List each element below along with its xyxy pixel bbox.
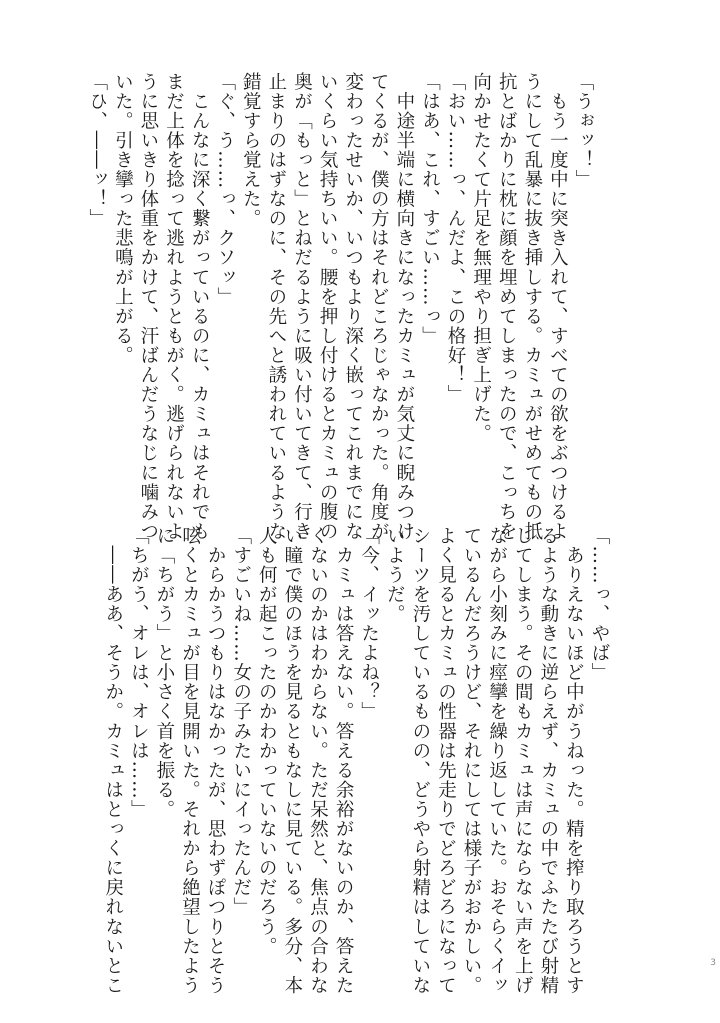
text-line: 「ちがう、オレは、オレは……」 [128, 526, 150, 820]
text-line: ながら小刻みに痙攣を繰り返していた。おそらくイッ [486, 526, 508, 996]
page-number: 3 [710, 958, 716, 968]
text-line: 奥が「もっと」とねだるように吸い付いてきて、行き [291, 72, 313, 542]
text-line: からかうつもりはなかったが、思わずぽつりとそう [205, 526, 227, 996]
text-line: いようだ。 [384, 526, 406, 624]
text-line: てくるが、僕の方はそれどころじゃなかった。角度が [368, 72, 390, 542]
text-line: るような動きに逆らえず、カミュの中でふたたび射精 [537, 526, 559, 996]
text-line: 中途半端に横向きになったカミュが気丈に睨みつけ [393, 72, 415, 542]
text-line: ありえないほど中がうねった。精を搾り取ろうとす [563, 526, 585, 996]
text-line: シーツを汚しているものの、どうやら射精はしていな [409, 526, 431, 996]
text-line: いくらい気持ちいい。腰を押し付けるとカミュの腹の [317, 72, 339, 542]
text-line: 呟くとカミュが目を見開いた。それから絶望したよう [179, 526, 201, 996]
text-line: 抗とばかりに枕に顔を埋めてしまったので、こっちを [496, 72, 518, 542]
text-line: ているんだろうけど、それにしては様子がおかしい。 [461, 526, 483, 996]
text-line: 「ひ、――ッ！」 [86, 72, 108, 229]
text-block-bottom [100, 526, 612, 996]
text-line: 「うぉッ！」 [573, 72, 594, 190]
text-line: 錯覚すら覚えた。 [240, 72, 262, 229]
text-line: 向かせたくて片足を無理やり担ぎ上げた。 [470, 72, 492, 444]
text-line: 変わったせいか、いつもより深く嵌ってこれまでにな [342, 72, 364, 542]
text-block-top [84, 72, 596, 542]
text-line: もう一度中に突き入れて、すべての欲をぶつけるよ [547, 72, 569, 542]
text-line: 「今、イッたよね？」 [358, 526, 380, 722]
text-line: 止まりのはずなのに、その先へと誘われているような [265, 72, 287, 542]
text-line: 人も何が起こったのかわかっていないのだろう。 [256, 526, 278, 957]
text-line: 「すごいね……女の子みたいにイったんだ」 [230, 526, 252, 917]
text-line: 「おい……っ、んだよ、この格好！」 [445, 72, 467, 405]
text-line: まだ上体を捻って逃れようともがく。逃げられないよ [163, 72, 185, 542]
text-line: うにして乱暴に抜き挿しする。カミュがせめてもの抵 [521, 72, 543, 542]
text-line: よく見るとカミュの性器は先走りでどろどろになって [435, 526, 457, 996]
text-line: 「はあ、これ、すごい……っ」 [419, 72, 441, 346]
text-line: ――ああ、そうか。カミュはとっくに戻れないとこ [102, 526, 124, 996]
text-line: に「ちがう」と小さく首を振る。 [153, 526, 175, 820]
text-line: くないのかはわからない。ただ呆然と、焦点の合わな [307, 526, 329, 996]
text-line: カミュは答えない。答える余裕がないのか、答えた [333, 526, 355, 996]
text-line: うに思いきり体重をかけて、汗ばんだうなじに噛みつ [137, 72, 159, 542]
text-line: してしまう。その間もカミュは声にならない声を上げ [512, 526, 534, 996]
text-line: い瞳で僕のほうを見るともなしに見ている。多分、本 [281, 526, 303, 996]
text-line: 「ぐ、う……っ、クソッ」 [214, 72, 236, 307]
text-line: いた。引き攣った悲鳴が上がる。 [112, 72, 134, 366]
text-line: 「……っ、やば」 [589, 526, 610, 683]
text-line: こんなに深く繋がっているのに、カミュはそれでも [189, 72, 211, 542]
